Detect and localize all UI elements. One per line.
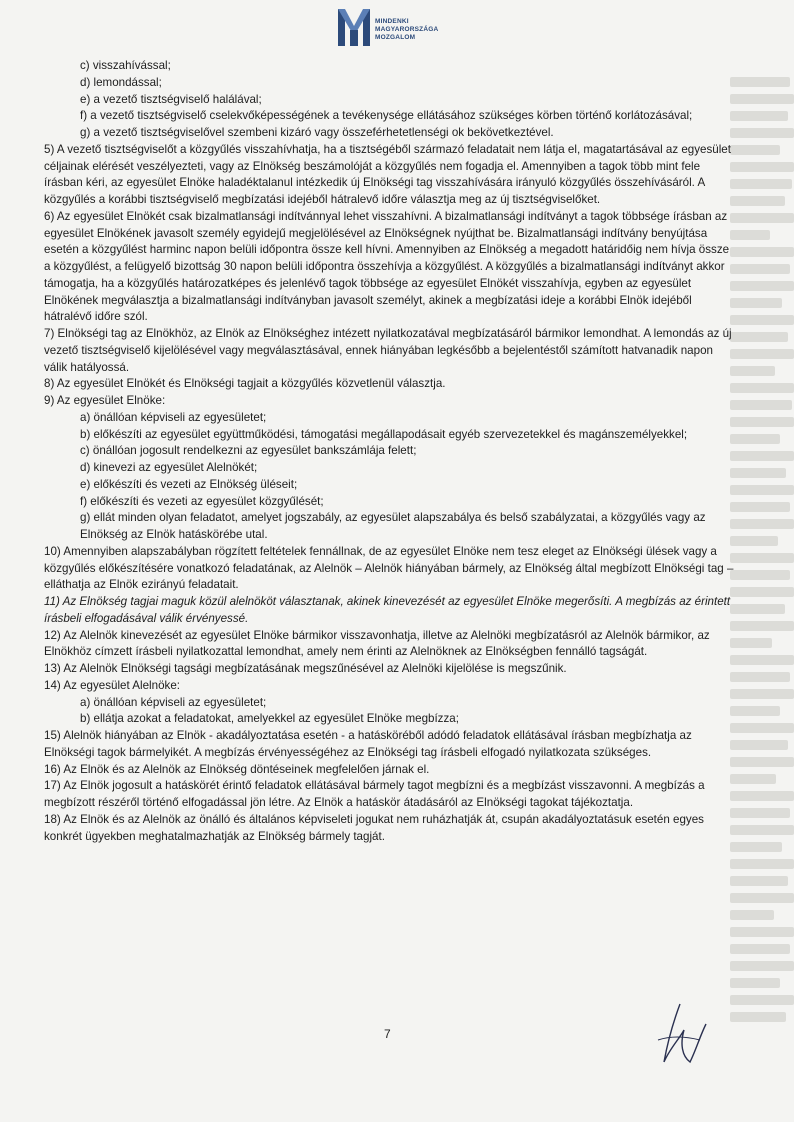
paragraph: 10) Amennyiben alapszabályban rögzített feltételek fennállnak, de az egyesület Elnöke nem tesz eleget az Elnökségi ülések vagy a közgyűlés előkészítésére vonatkozó feladatának, az Alelnök – Alelnök hiányában bármely, az Elnökség által megbízott Elnökségi tag – elláthatja az Elnök ezirányú feladatait.	[44, 544, 734, 592]
logo-wordmark	[375, 18, 438, 42]
paragraph: f) a vezető tisztségviselő cselekvőképességének a tevékenysége ellátásához szükséges körben történő korlátozásával;	[80, 109, 693, 123]
handwritten-signature-icon	[650, 1000, 710, 1070]
paragraph: b) ellátja azokat a feladatokat, amelyekkel az egyesület Elnöke megbízza;	[80, 712, 459, 726]
logo-line-1: MINDENKI	[375, 18, 409, 25]
paragraph: d) kinevezi az egyesület Alelnökét;	[80, 461, 258, 474]
paragraph: e) előkészíti és vezeti az Elnökség üléseit;	[80, 477, 298, 491]
paragraph: e) a vezető tisztségviselő halálával;	[80, 92, 262, 106]
paragraph: 13) Az Alelnök Elnökségi tagsági megbízatásának megszűnésével az Alelnöki kijelölése is megszűnik.	[44, 662, 567, 675]
logo-line-3: MOZGALOM	[375, 34, 416, 41]
paragraph: a) önállóan képviseli az egyesületet;	[80, 695, 267, 709]
organization-logo	[337, 6, 467, 48]
document-body	[44, 58, 734, 845]
page-number: 7	[384, 1027, 391, 1041]
paragraph: 6) Az egyesület Elnökét csak bizalmatlansági indítvánnyal lehet visszahívni. A bizalmatlansági indítványt a tagok többsége írásban az egyesület Elnökének javasolt személy egyidejű megjelölésével az Elnökségnek nyújthat be. Bizalmatlansági indítvány benyújtása esetén a közgyűlést harminc napon belüli időpontra össze kell hívni. Amennyiben az Elnökség a megadott határidőig nem hívja össze a közgyűlést, a felügyelő bizottság 30 napon belüli időpontra összehívja a közgyűlést. A közgyűlés a bizalmatlansági indítványt akkor támogatja, ha a közgyűlés határozatképes és jelenlévő tagok többsége az egyesület Elnökét visszahívja, egyben az egyesület Elnökének megválasztja a bizalmatlansági indítványban javasolt személyt, akinek a megbízatási ideje a korábbi Elnök idejéből hátralévő időre szól.	[44, 209, 730, 324]
paragraph: c) visszahívással;	[80, 59, 171, 72]
paragraph: 12) Az Alelnök kinevezését az egyesület Elnöke bármikor visszavonhatja, illetve az Alelnöki megbízatásról az Alelnök bármikor, az Elnökhöz címzett írásbeli nyilatkozattal lemondhat, amely nem érinti az Alelnöknek az Elnökségben fennálló tagságát.	[44, 628, 710, 659]
paragraph: a) önállóan képviseli az egyesületet;	[80, 410, 267, 424]
paragraph: 5) A vezető tisztségviselőt a közgyűlés visszahívhatja, ha a tisztségéből származó feladatait nem látja el, magatartásával az egyesület céljainak elérését veszélyezteti, vagy az Elnökség beszámolóját a közgyűlés nem fogadja el. Amennyiben a tagok több mint fele írásban kéri, az egyesület Elnöke haladéktalanul intézkedik új Elnökségi tag visszahívására irányuló közgyűlés összehívásáról. A közgyűlés a korábbi tisztségviselő megbízatási idejéből hátralevő időre választja meg az új tisztségviselőket.	[44, 142, 731, 206]
bleed-through-text	[730, 70, 794, 1070]
paragraph: c) önállóan jogosult rendelkezni az egyesület bankszámlája felett;	[80, 444, 417, 458]
paragraph: 16) Az Elnök és az Alelnök az Elnökség döntéseinek megfelelően járnak el.	[44, 762, 430, 776]
paragraph: 7) Elnökségi tag az Elnökhöz, az Elnök az Elnökséghez intézett nyilatkozatával megbízatásáról bármikor lemondhat. A lemondás az új vezető tisztségviselő kijelölésével vagy megválasztásával, ennek hiányában legkésőbb a bejelentéstől számított hatvanadik napon válik hatályossá.	[44, 327, 732, 374]
paragraph: d) lemondással;	[80, 75, 162, 89]
paragraph: g) a vezető tisztségviselővel szembeni kizáró vagy összeférhetetlenségi ok bekövetkeztével.	[80, 126, 554, 139]
paragraph: 9) Az egyesület Elnöke:	[44, 394, 166, 407]
paragraph: 14) Az egyesület Alelnöke:	[44, 678, 180, 692]
paragraph: f) előkészíti és vezeti az egyesület közgyűlését;	[80, 494, 324, 508]
paragraph: 18) Az Elnök és az Alelnök az önálló és általános képviseleti jogukat nem ruházhatják át, csupán akadályoztatásuk esetén egyes konkrét ügyekben meghatalmazhatják az Elnökség bármely tagját.	[44, 812, 704, 843]
logo-line-2: MAGYARORSZÁGA	[375, 26, 439, 33]
paragraph: 8) Az egyesület Elnökét és Elnökségi tagjait a közgyűlés közvetlenül választja.	[44, 377, 446, 391]
paragraph: 11) Az Elnökség tagjai maguk közül alelnököt választanak, akinek kinevezését az egyesület Elnöke megerősíti. A megbízás az érintett írásbeli elfogadásával válik érvényessé.	[44, 595, 731, 625]
paragraph: 17) Az Elnök jogosult a hatáskörét érintő feladatok ellátásával bármely tagot megbízni és a megbízást visszavonni. A megbízás a megbízott részéről történő elfogadással jön létre. Az Elnök a hatáskör átadásáról az Elnökségi tagokat tájékoztatja.	[44, 779, 705, 809]
paragraph: b) előkészíti az egyesület együttműködési, támogatási megállapodásait egyéb szervezetekkel és magánszemélyekkel;	[80, 427, 688, 441]
paragraph: g) ellát minden olyan feladatot, amelyet jogszabály, az egyesület alapszabálya és belső szabályzatai, a közgyűlés vagy az Elnökség az Elnök hatáskörébe utal.	[80, 511, 706, 541]
paragraph: 15) Alelnök hiányában az Elnök - akadályoztatása esetén - a hatásköréből adódó feladatok ellátásával írásban megbízhatja az Elnökségi tagok bármelyikét. A megbízás érvényességéhez az Elnökségi tag írásbeli elfogadó nyilatkozata szükséges.	[44, 729, 692, 759]
m-logo-icon	[337, 6, 371, 48]
